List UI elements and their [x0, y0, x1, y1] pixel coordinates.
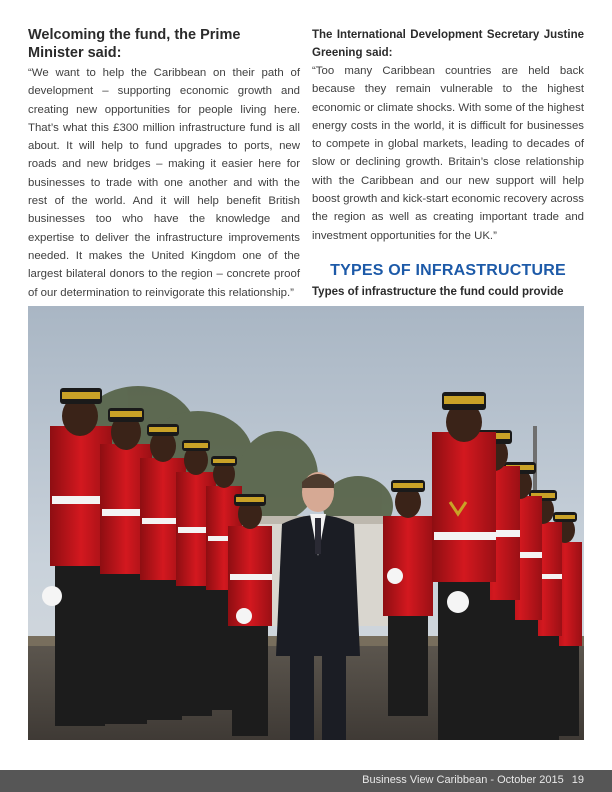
left-column [28, 26, 300, 302]
section-title: TYPES OF INFRASTRUCTURE [330, 261, 566, 279]
secretary-quote-heading: The International Development Secretary Justine Greening said: [312, 29, 584, 59]
footer-text [354, 774, 584, 786]
right-column [312, 26, 584, 300]
page-number: 19 [571, 774, 584, 786]
publication-name: Business View Caribbean - October 2015 [362, 774, 564, 786]
pm-quote-heading: Welcoming the fund, the Prime Minister said: [28, 27, 241, 61]
section-subtitle: Types of infrastructure the fund could provide [312, 285, 564, 298]
secretary-quote-text: “Too many Caribbean countries are held back because they remain vulnerable to the highest economic or climate shocks. With some of the highest energy costs in the world, it is difficult for businesses to compete in global markets, leading to decades of slow or declining growth. Britain’s close relationship with the Caribbean and our new support will help boost growth and kick-start economic recovery across the region as well as creating important trade and investment opportunities for the UK.” [312, 65, 584, 242]
honor-guard-photo [28, 306, 584, 740]
footer-bar [0, 770, 612, 792]
pm-quote-text: “We want to help the Caribbean on their path of development – supporting economic growth and creating new opportunities for people living here. That’s what this £300 million infrastructure fund is all about. It will help to fund upgrades to ports, new roads and new bridges – making it easier here for businesses to trade with one another and with the rest of the world. And it will help benefit British businesses too who have the knowledge and expertise to deliver the infrastructure improvements needed. It makes the United Kingdom one of the largest bilateral donors to the region – concrete proof of our determination to reinvigorate this relationship.” [28, 67, 300, 299]
